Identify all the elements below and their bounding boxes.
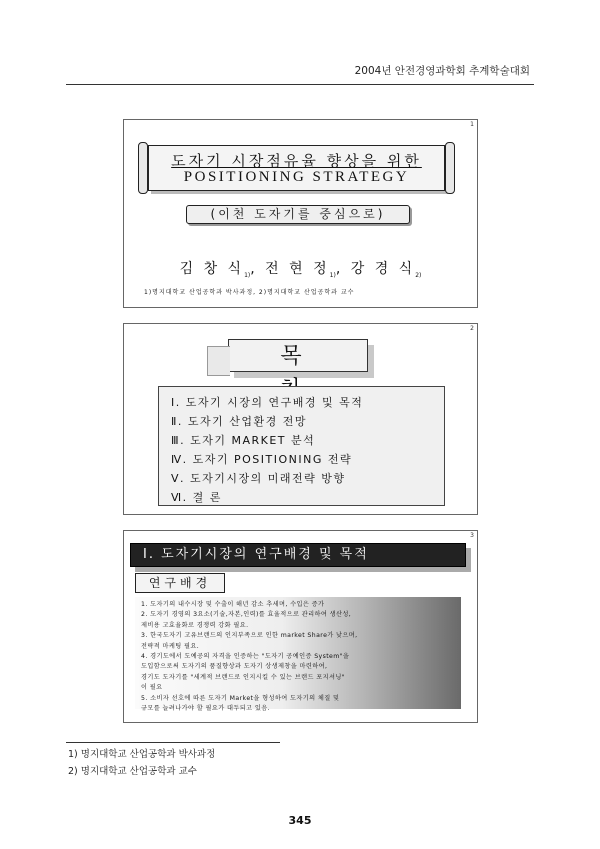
- title-scroll: [148, 145, 445, 191]
- bullet-line: 제비용 고효율화로 경쟁력 강화 필요.: [141, 621, 249, 629]
- author-mark: 2): [415, 271, 422, 279]
- section-banner: Ⅰ. 도자기시장의 연구배경 및 목적: [130, 543, 466, 567]
- subtitle: (이천 도자기를 중심으로): [186, 205, 410, 224]
- slide-number: 1: [470, 121, 474, 128]
- bullet-line: 전략적 마케팅 필요.: [141, 642, 200, 650]
- toc-title: 목: [228, 339, 368, 372]
- bullet-line: 규모를 늘려나가야 할 필요가 대두되고 있음.: [141, 705, 270, 713]
- bullet-line: 1. 도자기의 내수시장 및 수출이 해년 감소 추세며, 수입은 증가: [141, 601, 325, 608]
- toc-item: Ⅴ. 도자기시장의 미래전략 방향: [171, 472, 346, 485]
- footnote: 1) 명지대학교 산업공학과 박사과정: [68, 749, 216, 760]
- toc-item: Ⅲ. 도자기 MARKET 분석: [171, 434, 316, 447]
- bullet-line: 3. 한국도자기 고유브랜드의 인지부족으로 인한 market Share가 낮으며,: [141, 632, 358, 640]
- bullet-list: [135, 597, 461, 714]
- bullet-line: 이 필요: [141, 684, 163, 692]
- author-mark: 1): [329, 271, 336, 279]
- author-mark: 1): [244, 271, 251, 279]
- section-label: 연구배경: [135, 573, 225, 593]
- toc-box: [158, 386, 445, 506]
- affiliation: 1)명지대학교 산업공학과 박사과정, 2)명지대학교 산업공학과 교수: [144, 289, 355, 296]
- toc-item: Ⅵ. 결 론: [171, 491, 222, 504]
- header-rule: [66, 84, 534, 85]
- slide-background: [123, 530, 478, 723]
- title-english: POSITIONING STRATEGY: [183, 169, 410, 185]
- footnote: 2) 명지대학교 산업공학과 교수: [68, 766, 197, 777]
- slide-title: [123, 119, 478, 308]
- bullet-line: 5. 소비자 선호에 따른 도자기 Market을 형성하여 도자기의 체질 및: [141, 694, 340, 702]
- conference-header: 2004년 안전경영과학회 추계학술대회: [354, 65, 530, 77]
- bullet-line: 4. 경기도에서 도예공의 자격을 인증하는 "도자기 공예인증 System"을: [141, 653, 350, 661]
- bullet-box: [135, 597, 461, 713]
- footnote-rule: [66, 742, 280, 743]
- author-name: 강 경 식: [350, 261, 416, 277]
- toc-list: [159, 387, 444, 507]
- bullet-line: 도입함으로써 도자기의 품질향상과 도자기 상생제창을 마련하여,: [141, 663, 328, 671]
- toc-item: Ⅳ. 도자기 POSITIONING 전략: [171, 453, 353, 466]
- bullet-line: 2. 도자기 경영의 3요소(기술,자본,인력)를 효율적으로 관리하여 생산성,: [141, 611, 352, 619]
- slide-number: 3: [470, 532, 474, 539]
- toc-item: Ⅱ. 도자기 산업환경 전망: [171, 415, 308, 428]
- toc-item: Ⅰ. 도자기 시장의 연구배경 및 목적: [171, 396, 364, 409]
- author-list: 김 창 식$_{1)}$, 전 현 정$_{1)}$, 강 경 식$_{2)}$: [179, 261, 422, 279]
- title-korean: 도자기 시장점유율 향상을 위한: [171, 152, 422, 170]
- slide-number: 2: [470, 325, 474, 332]
- page-number: 345: [288, 814, 312, 827]
- slide-contents: [123, 323, 478, 515]
- bullet-line: 경기도 도자기를 "세계적 브랜드로 인지시킬 수 있는 브랜드 포지셔닝": [141, 673, 345, 681]
- author-name: 전 현 정: [265, 261, 330, 277]
- author-name: 김 창 식: [179, 261, 245, 277]
